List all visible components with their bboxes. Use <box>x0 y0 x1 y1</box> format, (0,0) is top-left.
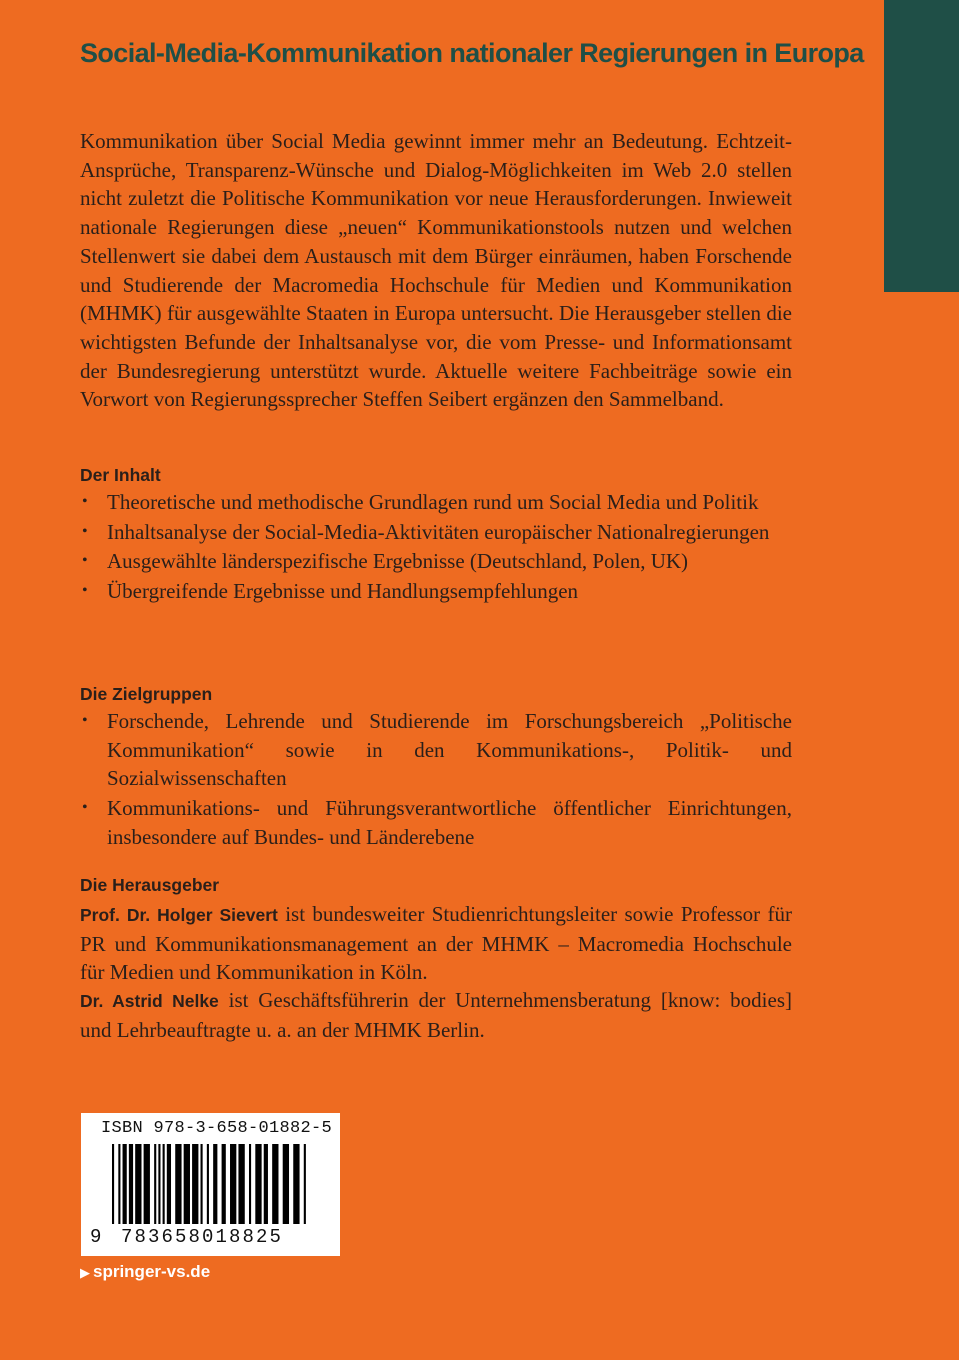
barcode-bar <box>112 1144 114 1224</box>
barcode-bar <box>129 1144 133 1224</box>
list-item: • Forschende, Lehrende und Studierende im Forschungsbereich „Politische Kommunikation“ sowie in den Kommunikations-, Politik- und Sozialwissenschaften <box>82 709 792 791</box>
barcode-bar <box>118 1144 120 1224</box>
barcode-bar <box>264 1144 268 1224</box>
isbn-first-digit: 9 <box>90 1226 102 1248</box>
barcode-bar <box>207 1144 209 1224</box>
barcode-bars <box>112 1144 312 1224</box>
barcode-bar <box>144 1144 150 1224</box>
barcode-bar <box>213 1144 217 1224</box>
contents-heading: Der Inhalt <box>80 465 161 485</box>
barcode-bar <box>238 1144 244 1224</box>
audience-heading: Die Zielgruppen <box>80 684 213 704</box>
book-title: Social-Media-Kommunikation nationaler Regierungen in Europa <box>80 38 864 68</box>
barcode-bar <box>249 1144 251 1224</box>
editor-bio-sievert: Prof. Dr. Holger Sievert ist bundesweiter Studienrichtungsleiter sowie Professor für PR und Kommunikationsmanagement an der MHMK – Macromedia Hochschule für Medien und Kommunikation in Köln. <box>80 902 792 985</box>
publisher-link[interactable]: ▶ springer-vs.de <box>80 1262 211 1281</box>
barcode-bar <box>158 1144 160 1224</box>
list-item: • Ausgewählte länderspezifische Ergebnisse (Deutschland, Polen, UK) <box>80 547 792 576</box>
side-color-band <box>884 0 959 292</box>
bullet-icon: • <box>82 552 88 570</box>
isbn-digits: 783658018825 <box>121 1226 284 1248</box>
barcode-bar <box>154 1144 156 1224</box>
editor-bio-nelke: Dr. Astrid Nelke ist Geschäftsführerin der Unternehmensberatung [know: bodies] und Lehrbeauftragte u. a. an der MHMK Berlin. <box>80 988 792 1042</box>
editors-heading: Die Herausgeber <box>80 875 220 895</box>
barcode-bar <box>192 1144 198 1224</box>
barcode-bar <box>201 1144 203 1224</box>
bullet-icon: • <box>82 522 88 540</box>
isbn-barcode <box>81 1113 340 1256</box>
list-item: • Inhaltsanalyse der Social-Media-Aktivitäten europäischer Nationalregierungen <box>80 518 792 547</box>
list-item: • Kommunikations- und Führungsverantwortliche öffentlicher Einrichtungen, insbesondere auf Bundes- und Länderebene <box>82 796 792 849</box>
bullet-icon: • <box>82 493 88 510</box>
contents-list <box>80 488 792 607</box>
barcode-bar <box>230 1144 236 1224</box>
bullet-icon: • <box>82 799 88 817</box>
barcode-bar <box>163 1144 165 1224</box>
barcode-bar <box>123 1144 127 1224</box>
list-item: • Theoretische und methodische Grundlagen rund um Social Media und Politik <box>80 488 792 517</box>
play-triangle-icon: ▶ <box>80 1265 90 1280</box>
audience-list <box>80 707 792 853</box>
intro-paragraph: Kommunikation über Social Media gewinnt immer mehr an Bedeutung. Echtzeit-Ansprüche, Transparenz-Wünsche und Dialog-Möglichkeiten im Web 2.0 stellen nicht zuletzt die Politische Kommunikation vor neue Herausforderungen. Inwieweit nationale Regierungen diese „neuen“ Kommunikationstools nutzen und welchen Stellenwert sie dabei dem Austausch mit dem Bürger einräumen, haben Forschende und Studierende der Macromedia Hochschule für Medien und Kommunikation (MHMK) für ausgewählte Staaten in Europa untersucht. Die Herausgeber stellen die wichtigsten Befunde der Inhaltsanalyse vor, die vom Presse- und Informationsamt der Bundesregierung unterstützt wurde. Aktuelle weitere Fachbeiträge sowie ein Vorwort von Regierungssprecher Steffen Seibert ergänzen den Sammelband. <box>80 129 792 412</box>
editor-name: Dr. Astrid Nelke <box>80 991 219 1011</box>
barcode-bar <box>283 1144 289 1224</box>
barcode-bar <box>222 1144 226 1224</box>
barcode-bar <box>167 1144 171 1224</box>
bullet-icon: • <box>82 712 88 729</box>
barcode-bar <box>135 1144 141 1224</box>
barcode-bar <box>255 1144 261 1224</box>
barcode-bar <box>304 1144 306 1224</box>
isbn-label: ISBN 978-3-658-01882-5 <box>101 1119 333 1138</box>
editor-name: Prof. Dr. Holger Sievert <box>80 905 278 925</box>
barcode-bar <box>293 1144 299 1224</box>
list-item: • Übergreifende Ergebnisse und Handlungsempfehlungen <box>80 577 792 606</box>
barcode-bar <box>175 1144 181 1224</box>
bullet-icon: • <box>82 582 88 600</box>
barcode-bar <box>184 1144 190 1224</box>
barcode-bar <box>272 1144 278 1224</box>
